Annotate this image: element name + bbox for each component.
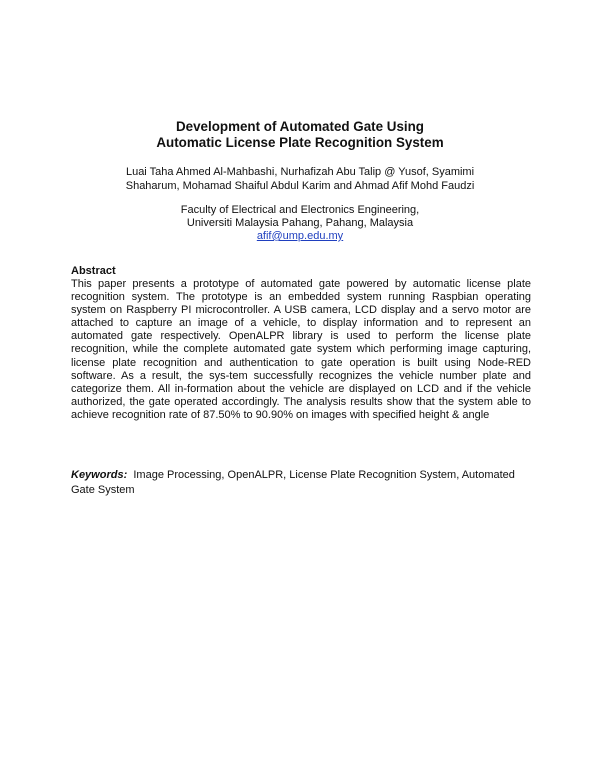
abstract-text: This paper presents a prototype of automated gate powered by automatic license plate recognition system. The prototype is an embedded system running Raspbian operating system on Raspberry PI microcontroller. A USB camera, LCD display and a servo motor are attached to capture an image of a vehicle, to display information and to represent an automated gate respectively. OpenALPR library is used to perform the license plate recognition, while the complete automated gate system which performing image capturing, license plate recognition and authentication to gate operation is built using Node-RED software. As a result, the sys-tem successfully recognizes the vehicle number plate and categorize them. All in-formation about the vehicle are displayed on LCD and if the vehicle authorized, the gate operated accordingly. The analysis results show that the system able to achieve recognition rate of 87.50% to 90.90% on images with specified height & angle bbox=[71, 278, 531, 421]
affiliation-line-1: Faculty of Electrical and Electronics Engineering, bbox=[180, 204, 420, 216]
keywords-label: Keywords: bbox=[71, 469, 128, 481]
authors-line-2: Shaharum, Mohamad Shaiful Abdul Karim and Ahmad Afif Mohd Faudzi bbox=[125, 180, 475, 192]
title-line-1: Development of Automated Gate Using bbox=[175, 119, 424, 134]
keywords-text: Image Processing, OpenALPR, License Plate Recognition System, Automated Gate System bbox=[71, 469, 515, 496]
title-line-2: Automatic License Plate Recognition System bbox=[156, 135, 444, 150]
author-list bbox=[100, 165, 500, 193]
abstract-heading: Abstract bbox=[71, 265, 116, 277]
email-link[interactable]: afif@ump.edu.my bbox=[256, 230, 344, 242]
keywords bbox=[71, 468, 531, 497]
affiliation bbox=[100, 204, 500, 243]
paper-title bbox=[60, 119, 540, 151]
affiliation-line-2: Universiti Malaysia Pahang, Pahang, Malaysia bbox=[186, 217, 414, 229]
authors-line-1: Luai Taha Ahmed Al-Mahbashi, Nurhafizah Abu Talip @ Yusof, Syamimi bbox=[125, 166, 475, 178]
